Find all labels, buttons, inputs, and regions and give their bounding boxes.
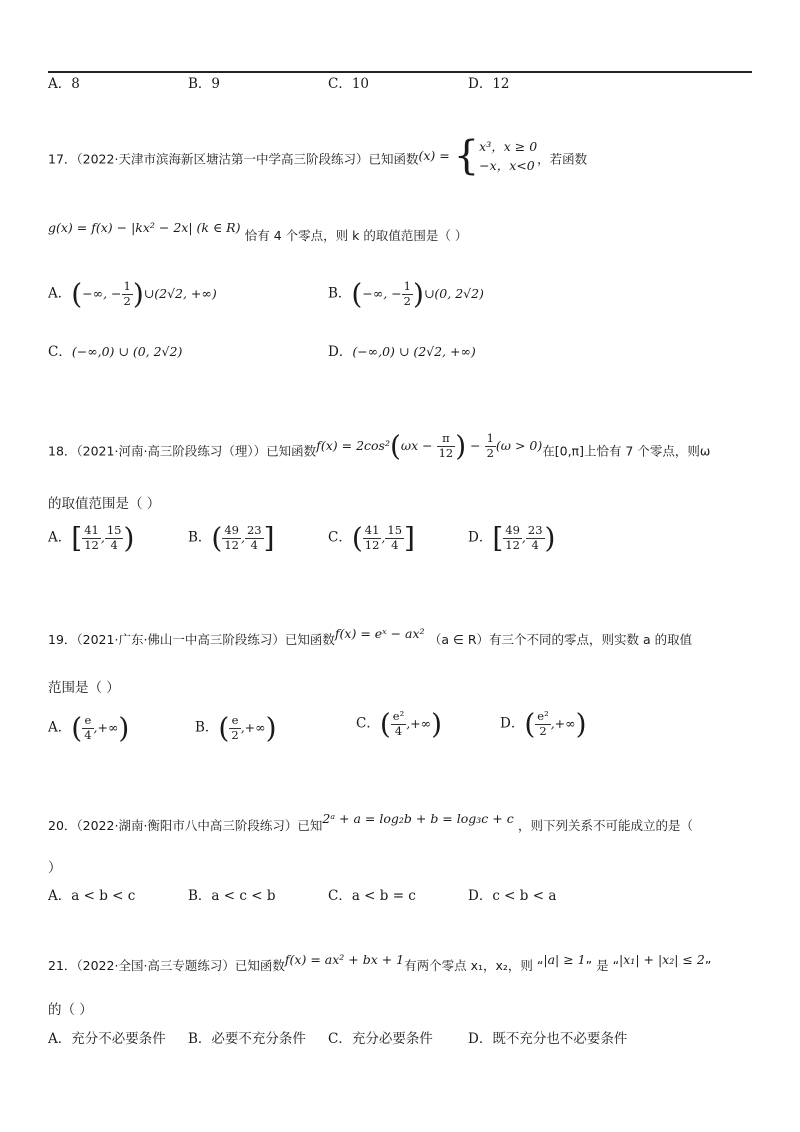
q21-line2: 的（ ） [48, 1002, 93, 1018]
q20-suffix: ，则下列关系不可能成立的是（ [518, 818, 694, 833]
header-rule [48, 71, 752, 73]
q17-option-b: B．(−∞, − $\frac{1}{2}$ )∪(0, 2√2) [328, 277, 484, 310]
q21-cond1: |a| ≥ 1 [543, 952, 586, 967]
q16-option-a: A．8 [48, 76, 80, 92]
q18-option-b: B．( $\frac{49}{12}$ , $\frac{23}{4}$ ] [188, 521, 275, 554]
q17-option-c: C．(−∞,0) ∪ (0, 2√2) [48, 344, 183, 360]
q21-option-c: C．充分必要条件 [328, 1031, 433, 1047]
q20-option-d: D．c < b < a [468, 888, 557, 904]
q17-option-d: D．(−∞,0) ∪ (2√2, +∞) [328, 344, 476, 360]
q18-option-c: C．( $\frac{41}{12}$ , $\frac{15}{4}$ ] [328, 521, 415, 554]
q21-end: ” [704, 958, 712, 973]
q21-mid2: ” 是 “ [585, 958, 620, 973]
q21-prefix: 21．（2022·全国·高三专题练习）已知函数 [48, 958, 285, 973]
q21-option-a: A．充分不必要条件 [48, 1031, 166, 1047]
q18-suffix: 在[0,π]上恰有 7 个零点，则ω [542, 443, 711, 459]
q21-function: f(x) = ax² + bx + 1 [284, 952, 405, 967]
q18-stem: 18．（2021·河南·高三阶段练习（理））已知函数f(x) = 2cos²(ωx − $\frac{\pi}{12}$ ) − $\frac{1}{2}$ (ω > 0)在[0,π]上恰有 7 个零点，则ω [48, 429, 711, 462]
q20-line2: ） [48, 860, 62, 876]
q21-option-d: D．既不充分也不必要条件 [468, 1031, 628, 1047]
q18-line2: 的取值范围是（ ） [48, 496, 161, 512]
q20-prefix: 20．（2022·湖南·衡阳市八中高三阶段练习）已知 [48, 818, 323, 833]
q19-option-d: D．( $\frac{\text{e²}}{2}$ ,+∞) [500, 707, 587, 740]
q21-stem [48, 952, 712, 974]
q19-line2: 范围是（ ） [48, 680, 120, 696]
q17-stem: 17．（2022·天津市滨海新区塘沽第一中学高三阶段练习）已知函数(x) = { x³，x ≥ 0 −x，x<0 ，若函数 [48, 133, 588, 179]
q17-piece-2: −x，x<0 [479, 158, 535, 173]
q19-option-c: C．( $\frac{\text{e²}}{4}$ ,+∞) [356, 707, 443, 740]
q20-option-c: C．a < b = c [328, 888, 416, 904]
q20-option-b: B．a < c < b [188, 888, 276, 904]
q16-option-d: D．12 [468, 76, 510, 92]
q19-suffix: （a ∈ R）有三个不同的零点，则实数 a 的取值 [428, 632, 693, 647]
q17-prefix: 17．（2022·天津市滨海新区塘沽第一中学高三阶段练习）已知函数 [48, 151, 419, 167]
q17-mid: ，若函数 [537, 151, 588, 167]
q19-option-b: B．( $\frac{e}{2}$ ,+∞) [195, 711, 277, 744]
q18-prefix: 18．（2021·河南·高三阶段练习（理））已知函数 [48, 443, 317, 459]
q21-cond2: |x₁| + |x₂| ≤ 2 [619, 952, 705, 967]
q18-option-d: D．[ $\frac{49}{12}$ , $\frac{23}{4}$ ) [468, 521, 556, 554]
q21-option-b: B．必要不充分条件 [188, 1031, 306, 1047]
q17-line2: 恰有 4 个零点，则 k 的取值范围是（ ） [244, 228, 468, 243]
q19-stem [48, 626, 693, 648]
q20-stem [48, 811, 694, 834]
q16-option-b: B．9 [188, 76, 221, 92]
q20-option-a: A．a < b < c [48, 888, 136, 904]
q17-g-function: g(x) = f(x) − |kx² − 2x| (k ∈ R) [48, 220, 241, 235]
q17-option-a: A．(−∞, − $\frac{1}{2}$ )∪(2√2, +∞) [48, 277, 217, 310]
q16-option-c: C．10 [328, 76, 370, 92]
q19-function: f(x) = eˣ − ax² [334, 626, 425, 641]
q18-option-a: A．[ $\frac{41}{12}$ , $\frac{15}{4}$ ) [48, 521, 135, 554]
q19-option-a: A．( $\frac{e}{4}$ ,+∞) [48, 711, 130, 744]
q19-prefix: 19．（2021·广东·佛山一中高三阶段练习）已知函数 [48, 632, 335, 647]
q20-equation: 2ᵃ + a = log₂b + b = log₃c + c [322, 811, 514, 826]
q17-stem-2 [48, 220, 468, 243]
q21-mid1: 有两个零点 x₁，x₂，则 “ [404, 958, 544, 973]
q17-piece-1: x³，x ≥ 0 [479, 138, 538, 154]
